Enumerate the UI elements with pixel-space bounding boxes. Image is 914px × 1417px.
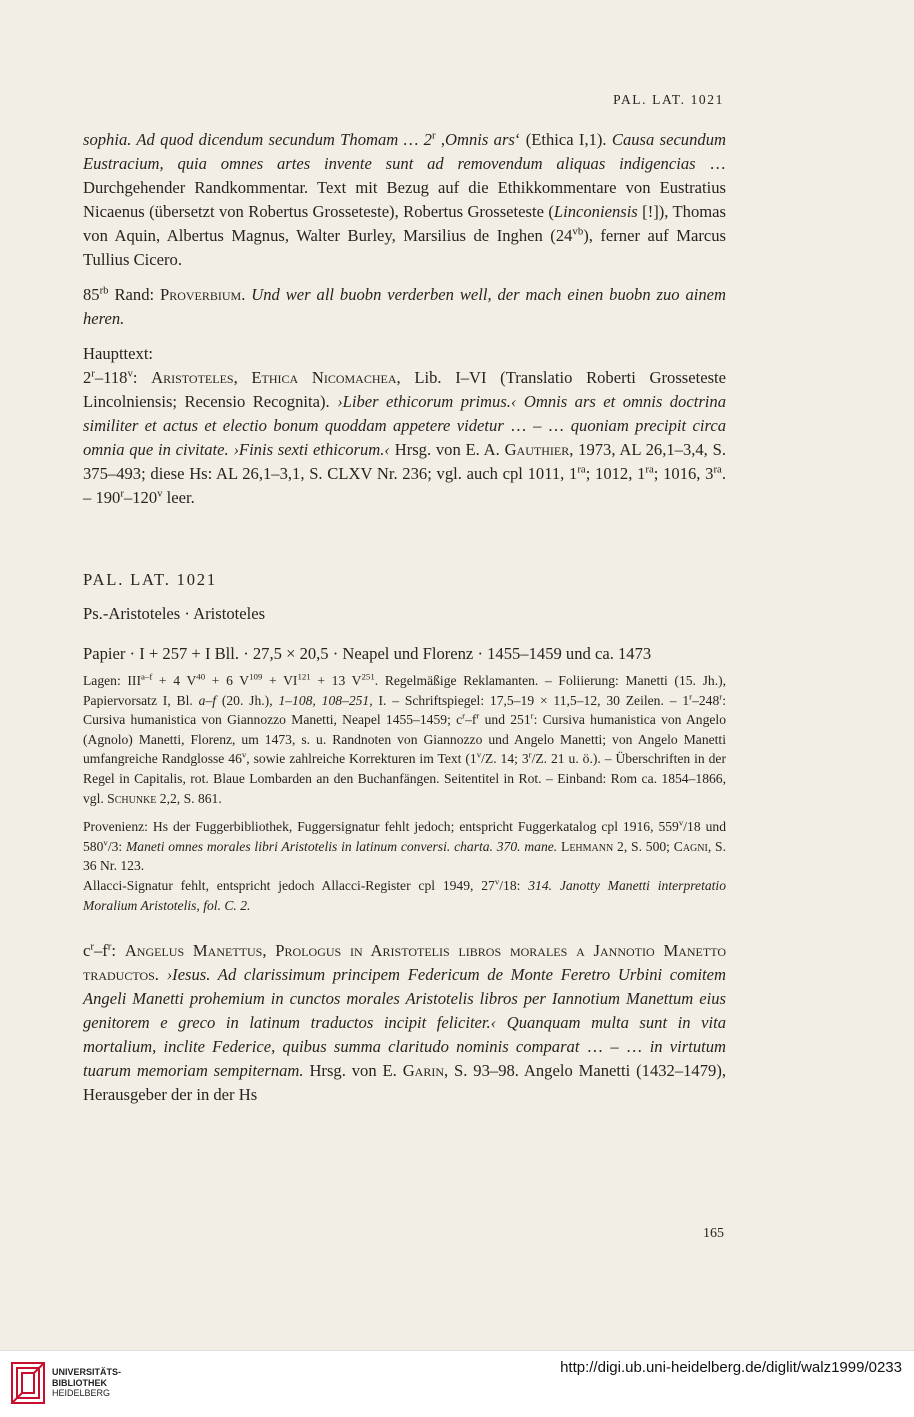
commentary-paragraph: sophia. Ad quod dicendum secundum Thomam … 2$^r$ ,Omnis ars‘ (Ethica I,1). Causa secundum Eustracium, quia omnes artes invente sunt ad removendum aliquas indigencias … Durchgehender Randkommentar. Text mit Bezug auf die Ethikkommentare von Eustratius Nicaenus (übersetzt von Robertus Grosseteste), Robertus Grosseteste (Linconiensis [!]), Thomas von Aquin, Albertus Magnus, Walter Burley, Marsilius de Inghen $(24^{vb})$, ferner auf Marcus Tullius Cicero. [83, 129, 726, 269]
content-paragraph: $c^r-f^r$: Angelus Manettus, Prologus in Aristotelis libros morales a Jannotio Manetto traductos. ›Iesus. Ad clarissimum principem Federicum de Monte Feretro Urbini comitem Angeli Manetti prohemium in cunctos morales Aristotelis libros per Iannotium Manettum eius genitorem e greco in latinum traductos incipit feliciter.‹ Quanquam multa sunt in vita mortalium, inclite Federice, quibus summa claritudo nominis comparat … – … in virtutum tuarum memoriam sempiternam. Hrsg. von E. Garin, S. 93–98. Angelo Manetti (1432–1479), Herausgeber der in der Hs [83, 940, 727, 1105]
superscript: 121 [297, 671, 311, 682]
superscript: r [431, 129, 436, 142]
superscript: r [91, 367, 95, 380]
superscript: v [103, 837, 108, 848]
superscript: r [120, 487, 124, 500]
superscript: r [689, 691, 693, 702]
italic-text: ›Iesus. Ad clarissimum principem Federicum de Monte Feretro Urbini comitem Angeli Manetti prohemium in cunctos morales Aristotelis libros per Iannotium Manettum eius genitorem e greco in latinum traductos incipit feliciter.‹ Quanquam multa sunt in vita mortalium, inclite Federice, quibus summa claritudo nominis comparat [83, 965, 727, 1057]
library-name-line: UNIVERSITÄTS- [52, 1367, 122, 1377]
library-name-line: BIBLIOTHEK [52, 1377, 107, 1388]
small-caps-text: Lehmann [561, 838, 614, 854]
italic-text: in virtutum tuarum memoriam sempiternam. [83, 1037, 727, 1081]
shelfmark-heading: PAL. LAT. 1021 [83, 570, 217, 589]
previous-entry-continuation [83, 128, 726, 510]
small-caps-text: Aristoteles, Ethica Nicomachea [151, 368, 397, 387]
italic-text: Linconiensis [553, 202, 638, 221]
superscript: r [90, 940, 94, 953]
superscript: 251 [361, 671, 375, 682]
superscript: r [107, 940, 112, 953]
superscript: r [719, 691, 723, 702]
superscript: 109 [249, 671, 263, 682]
italic-text: sophia. Ad quod dicendum secundum Thomam … 2 [83, 130, 432, 149]
superscript: r [476, 710, 480, 721]
haupttext-label: Haupttext: [83, 344, 154, 363]
manuscript-entry [83, 570, 726, 1107]
italic-text: quoniam precipit circa omnia que in civitate. ›Finis sexti ethicorum.‹ [83, 416, 726, 459]
superscript: v [157, 487, 163, 500]
viewer-footer [0, 1350, 914, 1417]
superscript: a–f [140, 671, 153, 682]
library-logo-icon [10, 1361, 46, 1405]
superscript: ra [577, 463, 586, 476]
superscript: rb [99, 284, 109, 297]
italic-text: a–f [198, 692, 217, 708]
superscript: ra [713, 463, 722, 476]
superscript: v [678, 817, 684, 828]
superscript: vb [572, 225, 584, 238]
library-name-line: HEIDELBERG [52, 1388, 111, 1398]
superscript: 40 [196, 671, 206, 682]
superscript: v [494, 876, 500, 887]
small-caps-text: Cagni [673, 838, 708, 854]
physical-description: Papier · I + 257 + I Bll. · 27,5 × 20,5 · Neapel und Florenz · 1455–1459 und ca. 1473 [83, 644, 652, 663]
small-caps-text: Proverbium [159, 285, 242, 304]
superscript: v [241, 749, 247, 760]
small-caps-text: Angelus Manettus, Prologus in Aristotelis libros morales a Jannotio Manetto traductos [83, 941, 726, 985]
small-caps-text: Gauthier [504, 440, 570, 459]
small-caps-text: Schunke [107, 790, 157, 806]
authors-heading: Ps.-Aristoteles · Aristoteles [83, 604, 266, 623]
page-number: 165 [703, 1226, 724, 1241]
italic-text: Maneti omnes morales libri Aristotelis in latinum conversi. charta. 370. mane. [125, 838, 558, 854]
provenance-paragraph: Provenienz: Hs der Fuggerbibliothek, Fuggersignatur fehlt jedoch; entspricht Fuggerkatalog cpl 1916, 559$^v$/18 und 580$^v$/3: Maneti omnes morales libri Aristotelis in latinum conversi. charta. 370. mane. Lehmann 2, S. 500; Cagni, S. 36 Nr. 123. [83, 817, 726, 874]
running-head: PAL. LAT. 1021 [613, 92, 724, 107]
italic-text: ›Liber ethicorum primus.‹ Omnis ars et omnis doctrina similiter et actus et electio bonum quoddam appetere videtur [83, 392, 726, 435]
superscript: r [462, 710, 466, 721]
superscript: ra [645, 463, 654, 476]
superscript: r [528, 749, 532, 760]
codicology-paragraph: Lagen: $III^{a-f} + 4$ $V^{40} + 6$ $V^{109} + VI^{121} + 13$ $V^{251}$. Regelmäßige Reklamanten. – Foliierung: Manetti (15. Jh.), Papiervorsatz I, Bl. a–f (20. Jh.), 1–108, 108–251, I. – Schriftspiegel: 17,5–19 × 11,5–12, 30 Zeilen. – 1$^r$–248$^r$: Cursiva humanistica von Giannozzo Manetti, Neapel 1455–1459; $c^r-f^r$ und 251$^r$: Cursiva humanistica von Angelo (Agnolo) Manetti, Florenz, um 1473, s. u. Randnoten von Giannozzo und Angelo Manetti; von Angelo Manetti umfangreiche Randglosse 46$^v$, sowie zahlreiche Korrekturen im Text (1$^v$/Z. 14; 3$^r$/Z. 21 u. ö.). – Überschriften in der Regel in Capitalis, rot. Blaue Lombarden an den Buchanfängen. Seitentitel in Rot. – Einband: Rom ca. 1854–1866, vgl. Schunke 2,2, S. 861. [83, 671, 727, 806]
superscript: v [127, 367, 133, 380]
haupttext-paragraph: 2$^r$–118$^v$: Aristoteles, Ethica Nicomachea, Lib. I–VI (Translatio Roberti Grosseteste Lincolniensis; Recensio Recognita). ›Liber ethicorum primus.‹ Omnis ars et omnis doctrina similiter et actus et electio bonum quoddam appetere videtur … – … quoniam precipit circa omnia que in civitate. ›Finis sexti ethicorum.‹ Hrsg. von E. A. Gauthier, 1973, AL 26,1–3,4, S. 375–493; diese Hs: AL 26,1–3,1, S. CLXV Nr. 236; vgl. auch cpl 1011, $1^{ra}$; 1012, $1^{ra}$; 1016, $3^{ra}$. – 190$^r$–120$^v$ leer. [83, 367, 727, 507]
library-name [52, 1367, 121, 1399]
italic-text: 314. Janotty Manetti interpretatio Moralium Aristotelis, fol. C. 2. [83, 877, 726, 913]
small-caps-text: Garin [402, 1061, 445, 1081]
italic-text: Omnis ars [445, 130, 515, 149]
allacci-paragraph: Allacci-Signatur fehlt, entspricht jedoch Allacci-Register cpl 1949, 27$^v$/18: 314. Janotty Manetti interpretatio Moralium Aristotelis, fol. C. 2. [83, 876, 726, 913]
italic-text: Causa secundum Eustracium, quia omnes artes invente sunt ad removendum aliquas indigencias [83, 130, 726, 173]
superscript: r [530, 710, 534, 721]
italic-text: 1–108, 108–251 [278, 692, 370, 708]
margin-note-paragraph: $85^{rb}$ Rand: Proverbium. Und wer all buobn verderben well, der mach einen buobn zuo ainem heren. [83, 284, 727, 328]
permalink[interactable]: http://digi.ub.uni-heidelberg.de/diglit/walz1999/0233 [560, 1359, 902, 1376]
superscript: v [476, 749, 482, 760]
italic-text: Und wer all buobn verderben well, der mach einen buobn zuo ainem heren. [83, 285, 727, 328]
